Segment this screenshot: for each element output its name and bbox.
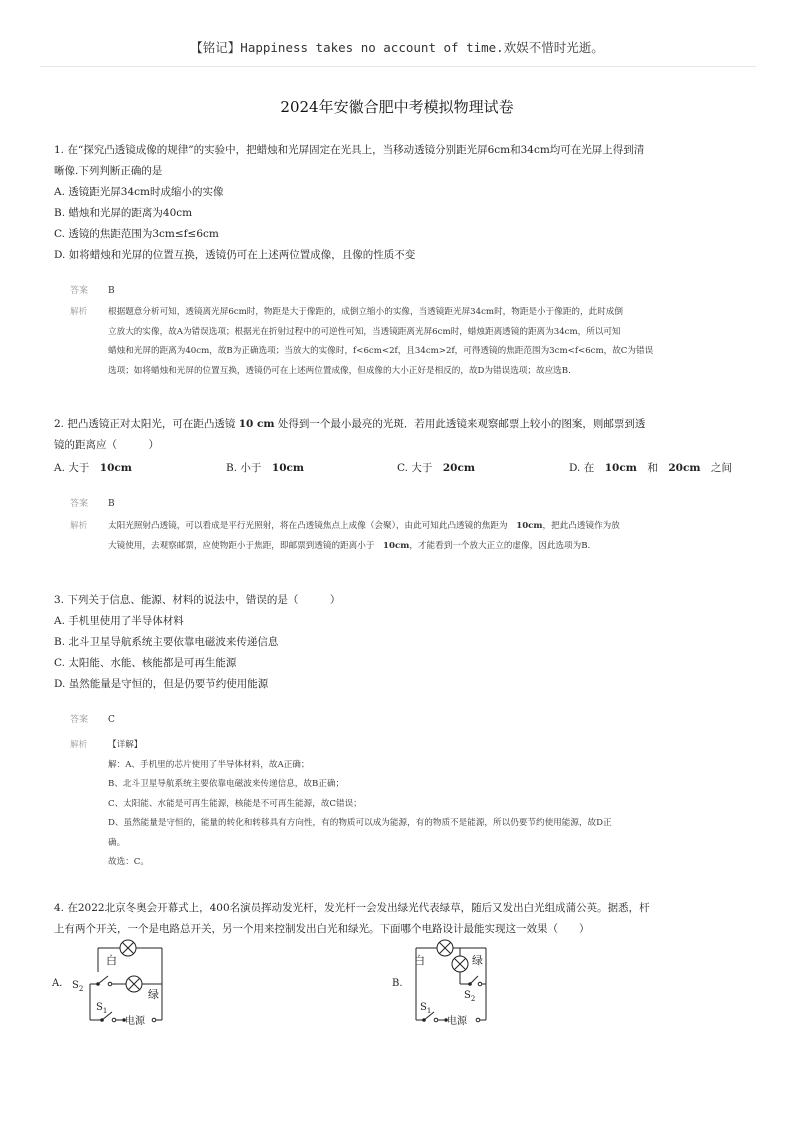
q3-option-b: B. 北斗卫星导航系统主要依靠电磁波来传递信息	[54, 636, 279, 648]
q3-option-a: A. 手机里使用了半导体材料	[54, 615, 184, 627]
header-divider	[40, 66, 756, 67]
lamp-icon	[126, 976, 142, 992]
q1-answer	[70, 283, 115, 296]
q4-stem-line2: 上有两个开关，一个是电路总开关，另一个用来控制发出白光和绿光。下面哪个电路设计最能实现这一效果（ ）	[54, 923, 590, 935]
q3-analysis-line: 【详解】	[108, 740, 143, 750]
circuit-a-s1-label: $S_1$	[96, 1002, 108, 1015]
q3-analysis	[70, 736, 730, 873]
circuit-b-option-label: B.	[392, 978, 403, 989]
question-2	[54, 414, 744, 456]
q1-analysis-line: 根据题意分析可知，透镜离光屏6cm时，物距是大于像距的，成倒立缩小的实像，当透镜距光屏34cm时，物距是小于像距的，此时成倒	[108, 307, 623, 317]
q1-analysis-line: 选项；如将蜡烛和光屏的位置互换，透镜仍可在上述两位置成像，但成像的大小正好是相反的，故D为错误选项；故应选B.	[108, 365, 571, 376]
q1-analysis-line: 蜡烛和光屏的距离为40cm，故B为正确选项；当放大的实像时，f<6cm<2f，且34cm>2f，可得透镜的焦距范围为3cm<f<6cm，故C为错误	[108, 346, 654, 356]
circuit-a-power-label: 电源	[125, 1016, 145, 1027]
q1-option-a: A. 透镜距光屏34cm时成缩小的实像	[54, 186, 224, 198]
answer-label: 答案	[70, 499, 89, 509]
circuit-diagram-a	[50, 936, 190, 1032]
circuit-b-green-label: 绿	[472, 954, 483, 967]
page-title: 2024年安徽合肥中考模拟物理试卷	[280, 98, 514, 116]
q3-analysis-line: 故选：C。	[108, 857, 149, 867]
q1-answer-value: B	[108, 286, 115, 296]
analysis-label: 解析	[70, 740, 88, 750]
lamp-icon	[120, 940, 136, 956]
analysis-label: 解析	[70, 521, 88, 531]
page-header-motto: 【铭记】Happiness takes no account of time.欢娱不惜时光逝。	[190, 40, 604, 55]
circuit-b-white-label: 白	[414, 954, 425, 967]
q2-analysis	[70, 517, 730, 556]
q1-analysis	[70, 303, 730, 381]
q3-analysis-line: D、虽然能量是守恒的，能量的转化和转移具有方向性，有的物质可以成为能源，有的物质不是能源，所以仍要节约使用能源，故D正	[108, 818, 612, 828]
q3-analysis-line: 确。	[108, 837, 126, 848]
q2-analysis-line: 大镜使用，去观察邮票，应使物距小于焦距，即邮票到透镜的距离小于 10cm，才能看到一个放大正立的虚像，因此选项为B.	[108, 540, 591, 551]
q2-option-b: B. 小于 10cm	[226, 462, 305, 474]
circuit-b-s2-label: $S_2$	[464, 990, 476, 1003]
lamp-icon	[437, 940, 453, 956]
q3-analysis-line: 解：A、手机里的芯片使用了半导体材料，故A正确；	[108, 759, 310, 770]
analysis-label: 解析	[70, 307, 88, 317]
q1-stem-line2: 晰像.下列判断正确的是	[54, 165, 163, 177]
circuit-a-white-label: 白	[106, 954, 117, 967]
question-4	[54, 898, 744, 940]
q1-option-b: B. 蜡烛和光屏的距离为40cm	[54, 207, 193, 219]
q2-focal-distance: 10 cm	[238, 418, 275, 430]
q1-option-d: D. 如将蜡烛和光屏的位置互换，透镜仍可在上述两位置成像，且像的性质不变	[54, 249, 416, 261]
q1-option-c: C. 透镜的焦距范围为3cm≤f≤6cm	[54, 228, 219, 240]
q1-stem-line1: 1. 在“探究凸透镜成像的规律”的实验中，把蜡烛和光屏固定在光具上，当移动透镜分别距光屏6cm和34cm均可在光屏上得到清	[54, 144, 645, 156]
q2-option-d: D. 在 10cm 和 20cm 之间	[569, 462, 732, 474]
lamp-icon	[452, 956, 468, 972]
q2-answer-value: B	[108, 499, 115, 509]
circuit-diagram-b	[390, 936, 530, 1032]
q3-answer-value: C	[108, 715, 115, 725]
q3-answer	[70, 712, 115, 725]
answer-label: 答案	[70, 286, 89, 296]
q3-stem: 3. 下列关于信息、能源、材料的说法中，错误的是（ ）	[54, 594, 341, 606]
q2-answer	[70, 496, 115, 509]
q3-analysis-line: C、太阳能、水能是可再生能源，核能是不可再生能源，故C错误；	[108, 798, 362, 809]
circuit-a-green-label: 绿	[148, 988, 159, 1001]
q2-analysis-line: 太阳光照射凸透镜，可以看成是平行光照射，将在凸透镜焦点上成像（会聚），由此可知此凸透镜的焦距为 10cm，把此凸透镜作为放	[108, 521, 620, 531]
q2-option-c: C. 大于 20cm	[397, 462, 475, 474]
circuit-a-s2-label: $S_2$	[72, 980, 84, 993]
circuit-b-power-label: 电源	[447, 1016, 467, 1027]
q2-stem-line2: 镜的距离应（ ）	[54, 439, 159, 451]
q3-analysis-line: B、北斗卫星导航系统主要依靠电磁波来传递信息，故B正确；	[108, 779, 345, 789]
q1-analysis-line: 立放大的实像，故A为错误选项；根据光在折射过程中的可逆性可知，当透镜距离光屏6cm时，蜡烛距离透镜的距离为34cm，所以可知	[108, 326, 621, 337]
circuit-b-s1-label: $S_1$	[420, 1002, 432, 1015]
question-1	[54, 140, 744, 266]
q4-stem-line1: 4. 在2022北京冬奥会开幕式上，400名演员挥动发光杆，发光杆一会发出绿光代表绿草，随后又发出白光组成蒲公英。据悉，杆	[54, 902, 650, 914]
q2-option-a: A. 大于 10cm	[54, 462, 132, 474]
question-3	[54, 590, 744, 695]
q3-option-c: C. 太阳能、水能、核能都是可再生能源	[54, 657, 237, 669]
answer-label: 答案	[70, 715, 89, 725]
q2-stem-line1: 2. 把凸透镜正对太阳光，可在距凸透镜 10 cm 处得到一个最小最亮的光斑．若用此透镜来观察邮票上较小的图案，则邮票到透	[54, 418, 646, 430]
circuit-a-option-label: A.	[52, 978, 63, 989]
q3-option-d: D. 虽然能量是守恒的，但是仍要节约使用能源	[54, 678, 269, 690]
